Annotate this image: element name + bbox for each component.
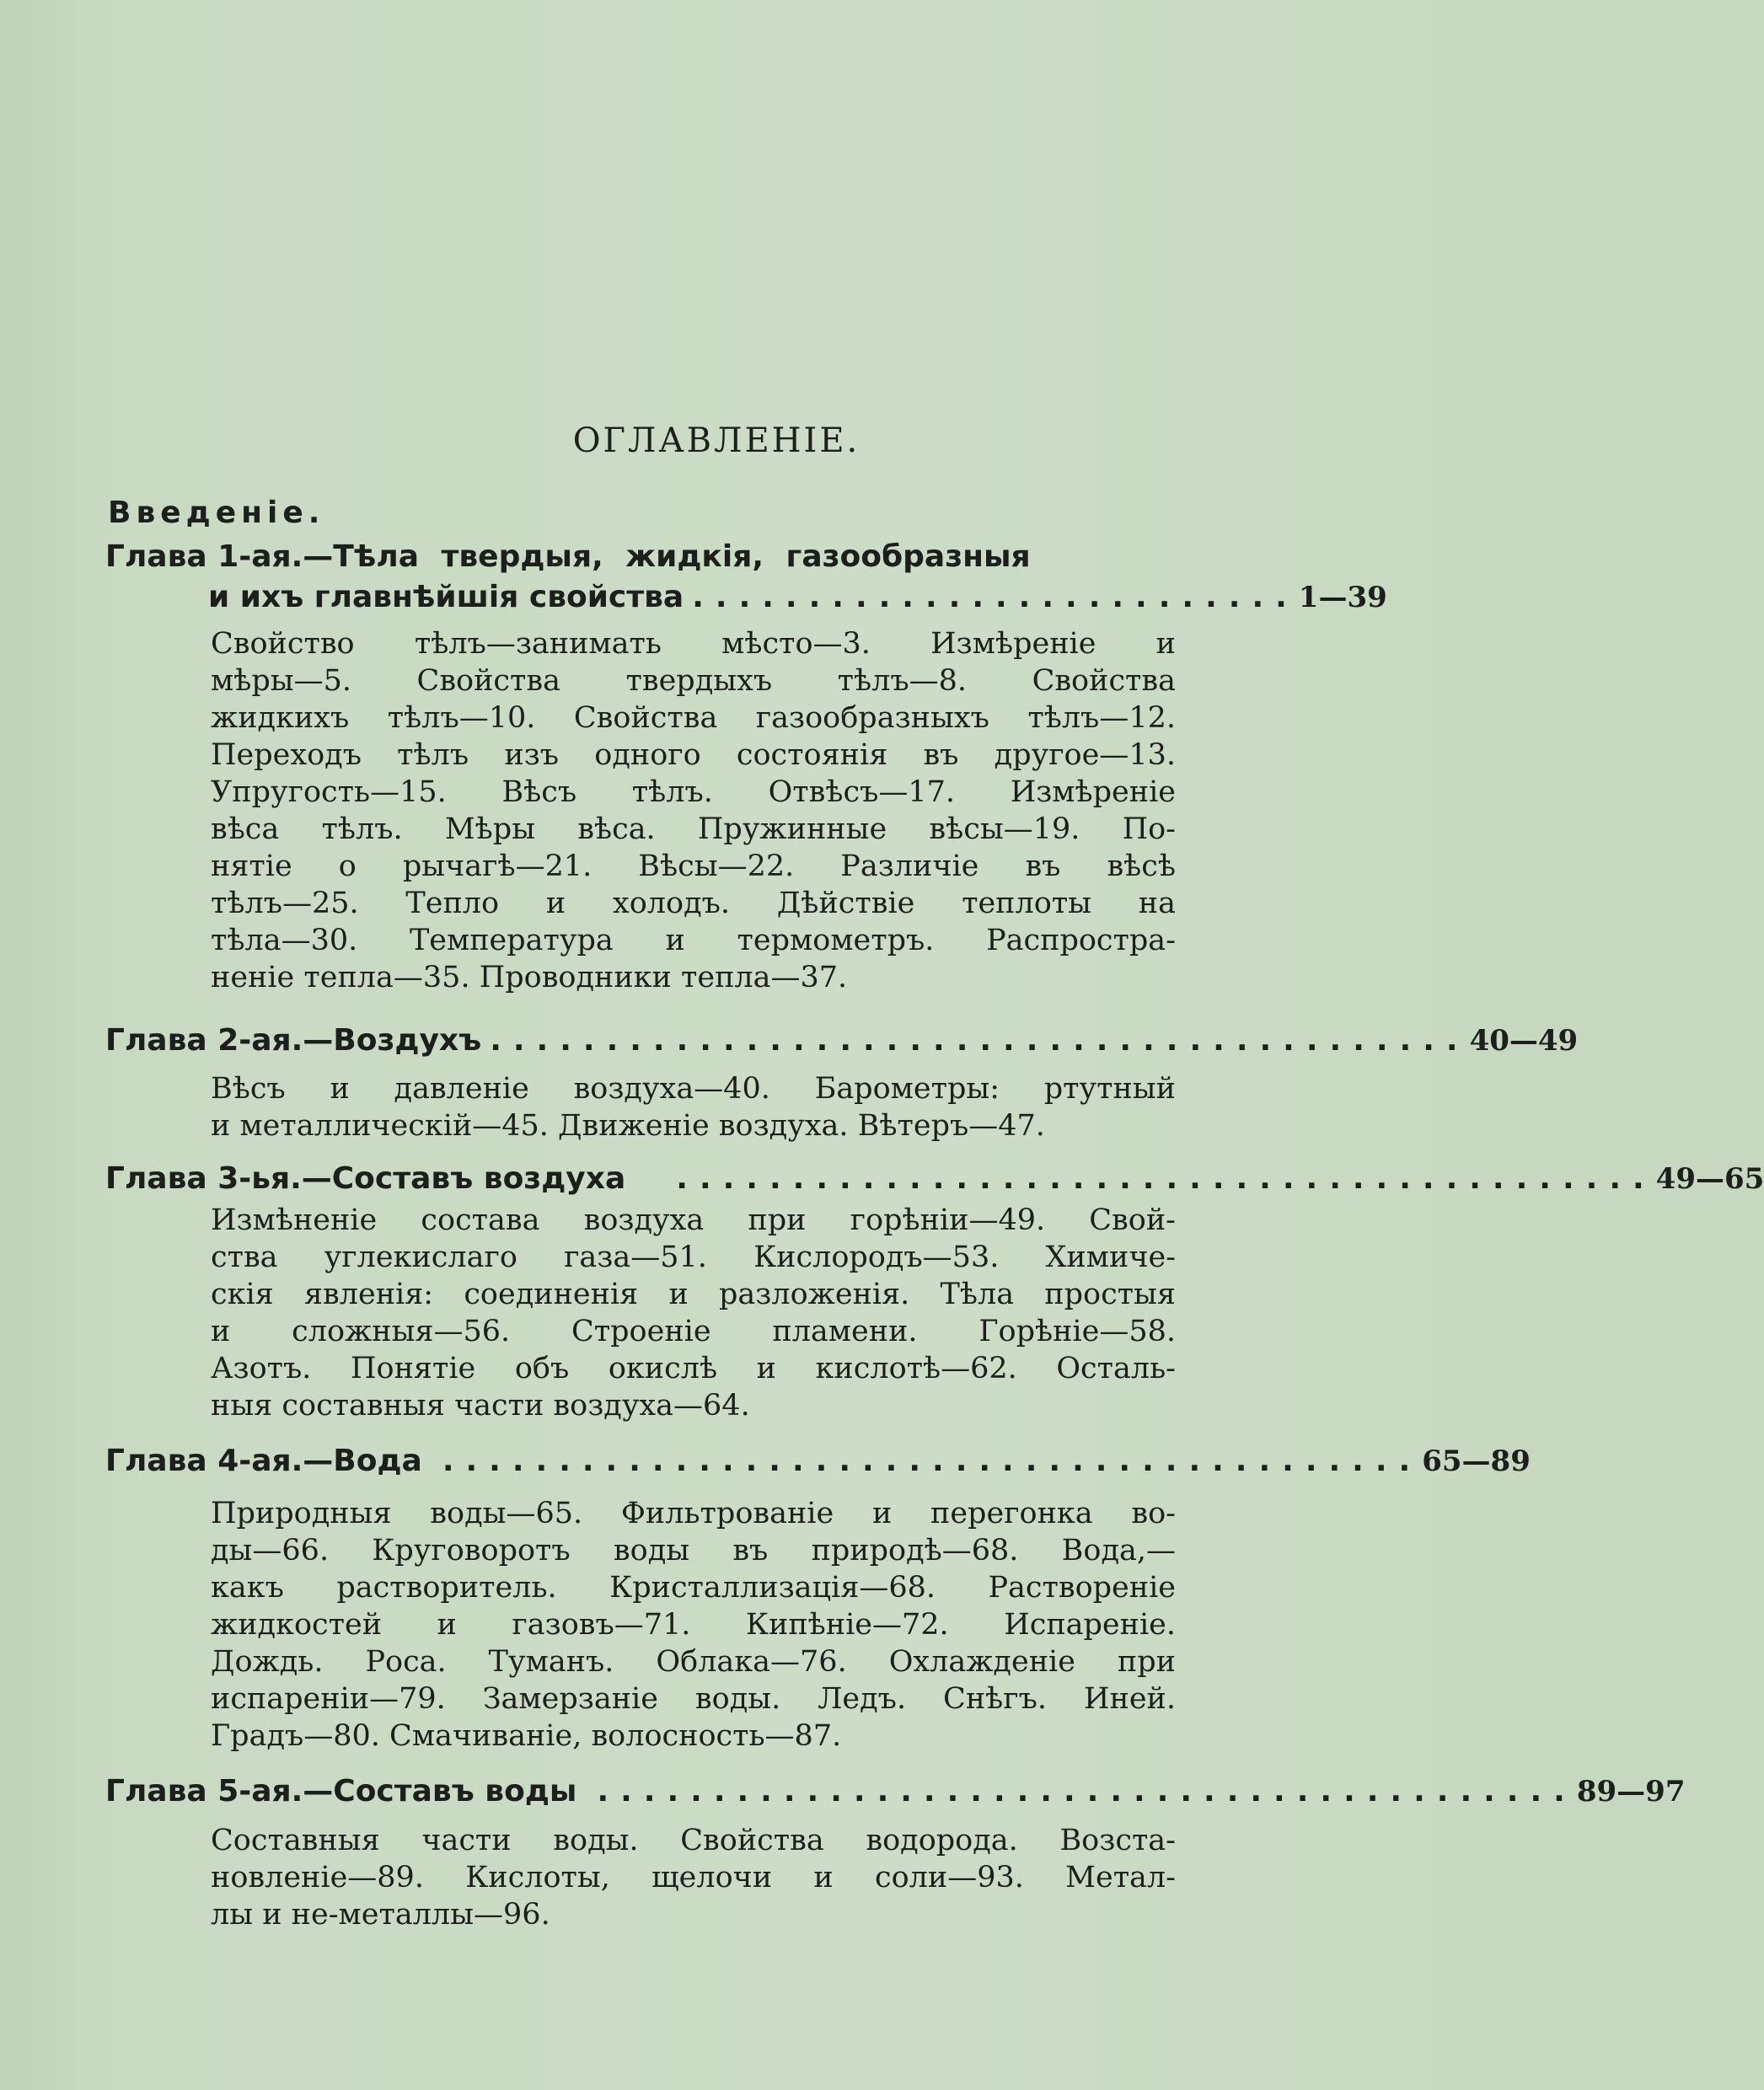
chapter-4-heading xyxy=(105,1444,1531,1484)
contents-line: Градъ—80. Смачиваніе, волосность—87. xyxy=(211,1719,842,1753)
leader-dots: .......................................... xyxy=(676,1161,1656,1196)
contents-line: ды—66. Круговоротъ воды въ природѣ—68. Вода,— xyxy=(211,1534,1176,1568)
chapter-4-pages: 65—89 xyxy=(1422,1444,1531,1478)
chapter-3-label: Глава 3-ья. xyxy=(105,1161,302,1196)
chapter-5-pages: 89—97 xyxy=(1576,1775,1686,1809)
chapter-4-title: —Вода xyxy=(303,1444,422,1478)
contents-line: ныя составныя части воздуха—64. xyxy=(211,1389,750,1423)
chapter-2-contents xyxy=(211,1070,1176,1144)
contents-line: Измѣненіе состава воздуха при горѣніи—49. Свой- xyxy=(211,1203,1176,1237)
chapter-5-contents xyxy=(211,1822,1176,1933)
contents-line: жидкостей и газовъ—71. Кипѣніе—72. Испареніе. xyxy=(211,1608,1176,1642)
chapter-5-heading xyxy=(105,1774,1686,1814)
chapter-1-label: Глава 1-ая. xyxy=(105,539,303,574)
contents-line: Переходъ тѣлъ изъ одного состоянія въ другое—13. xyxy=(211,738,1176,772)
contents-line: Дождь. Роса. Туманъ. Облака—76. Охлажденіе при xyxy=(211,1645,1176,1679)
contents-line: лы и не-металлы—96. xyxy=(211,1898,550,1932)
chapter-1-title: —Тѣла твердыя, жидкія, газообразныя xyxy=(303,539,1031,574)
contents-line: Составныя части воды. Свойства водорода. Возста- xyxy=(211,1824,1176,1857)
chapter-4-label: Глава 4-ая. xyxy=(105,1444,303,1478)
chapter-3-heading xyxy=(105,1161,1764,1202)
contents-line: нятіе о рычагѣ—21. Вѣсы—22. Различіе въ вѣсѣ xyxy=(211,849,1176,883)
chapter-3-title-line xyxy=(105,1161,1764,1202)
contents-line: Природныя воды—65. Фильтрованіе и перегонка во- xyxy=(211,1497,1176,1530)
chapter-5-label: Глава 5-ая. xyxy=(105,1774,303,1809)
intro-heading: Введеніе. xyxy=(108,496,325,530)
chapter-5-title-line xyxy=(105,1774,1686,1814)
leader-dots: .......................................... xyxy=(442,1444,1423,1478)
chapter-4-title-line xyxy=(105,1444,1531,1484)
contents-line: вѣса тѣлъ. Мѣры вѣса. Пружинные вѣсы—19. По- xyxy=(211,812,1176,846)
contents-line: тѣлъ—25. Тепло и холодъ. Дѣйствіе теплоты на xyxy=(211,887,1176,920)
contents-line: скія явленія: соединенія и разложенія. Тѣла простыя xyxy=(211,1278,1176,1311)
contents-line: и металлическій—45. Движеніе воздуха. Вѣтеръ—47. xyxy=(211,1109,1045,1143)
chapter-1-contents xyxy=(211,625,1176,996)
contents-line: жидкихъ тѣлъ—10. Свойства газообразныхъ тѣлъ—12. xyxy=(211,701,1176,735)
chapter-2-pages: 40—49 xyxy=(1469,1024,1579,1058)
chapter-1-title-line xyxy=(105,539,1336,580)
leader-dots: .......................... xyxy=(692,580,1299,614)
contents-line: испареніи—79. Замерзаніе воды. Ледъ. Снѣгъ. Иней. xyxy=(211,1682,1176,1716)
chapter-2-title-line xyxy=(105,1023,1579,1064)
contents-line: новленіе—89. Кислоты, щелочи и соли—93. Метал- xyxy=(211,1861,1176,1894)
chapter-2-label: Глава 2-ая. xyxy=(105,1023,303,1058)
contents-line: Упругость—15. Вѣсъ тѣлъ. Отвѣсъ—17. Измѣреніе xyxy=(211,775,1176,809)
chapter-2-heading xyxy=(105,1023,1579,1064)
chapter-3-title: —Составъ воздуха xyxy=(301,1161,626,1196)
contents-line: Азотъ. Понятіе объ окислѣ и кислотѣ—62. Осталь- xyxy=(211,1352,1176,1385)
chapter-3-pages: 49—65 xyxy=(1655,1162,1764,1196)
contents-line: ства углекислаго газа—51. Кислородъ—53. Химиче- xyxy=(211,1241,1176,1274)
chapter-3-contents xyxy=(211,1202,1176,1424)
page-title: ОГЛАВЛЕНІЕ. xyxy=(572,421,861,460)
contents-line: Свойство тѣлъ—занимать мѣсто—3. Измѣреніе и xyxy=(211,627,1176,661)
contents-line: какъ растворитель. Кристаллизація—68. Раствореніе xyxy=(211,1571,1176,1605)
chapter-2-title: —Воздухъ xyxy=(303,1023,482,1058)
chapter-1-title-cont: и ихъ главнѣйшія свойства xyxy=(208,580,684,614)
leader-dots: .......................................... xyxy=(490,1023,1470,1058)
contents-line: неніе тепла—35. Проводники тепла—37. xyxy=(211,961,848,994)
contents-line: и сложныя—56. Строеніе пламени. Горѣніе—58. xyxy=(211,1315,1176,1348)
contents-line: Вѣсъ и давленіе воздуха—40. Барометры: ртутный xyxy=(211,1072,1176,1106)
chapter-1-heading xyxy=(105,539,1387,620)
chapter-1-title-line2 xyxy=(105,580,1387,620)
contents-line: мѣры—5. Свойства твердыхъ тѣлъ—8. Свойства xyxy=(211,664,1176,698)
contents-line: тѣла—30. Температура и термометръ. Распростра- xyxy=(211,924,1176,957)
chapter-5-title: —Составъ воды xyxy=(303,1774,577,1809)
chapter-4-contents xyxy=(211,1495,1176,1755)
leader-dots: .......................................... xyxy=(597,1774,1577,1809)
chapter-1-pages: 1—39 xyxy=(1298,581,1387,614)
